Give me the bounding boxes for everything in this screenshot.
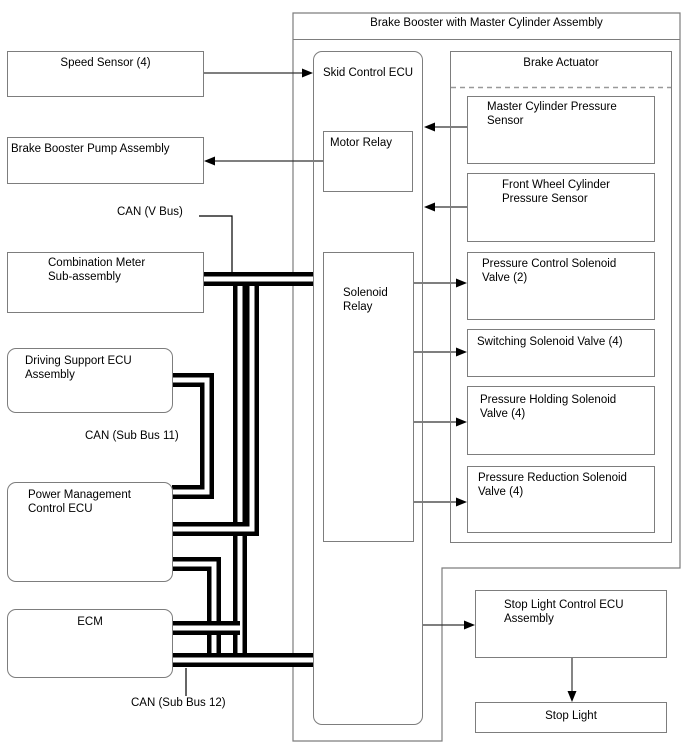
node-label: Assembly [504, 613, 554, 625]
node-label: Pressure Control Solenoid [482, 258, 617, 270]
node-label: Driving Support ECU [25, 355, 132, 367]
node-driving-support-ecu [7, 348, 173, 413]
node-label: ECM [77, 616, 103, 628]
node-label: Front Wheel Cylinder [502, 179, 611, 191]
node-master-cylinder-pressure-sensor [467, 96, 655, 164]
node-pressure-reduction-solenoid-valve [467, 466, 655, 533]
node-label: Relay [343, 301, 373, 313]
node-pressure-control-solenoid-valve [467, 252, 655, 320]
node-speed-sensor [7, 51, 204, 97]
node-label: Combination Meter [48, 257, 146, 269]
node-label: Speed Sensor (4) [60, 57, 151, 69]
node-label: Stop Light Control ECU [504, 599, 624, 611]
assembly-title: Brake Booster with Master Cylinder Assembly [370, 17, 603, 29]
node-label: Sub-assembly [48, 271, 121, 283]
node-label: Switching Solenoid Valve (4) [477, 336, 623, 348]
node-ecm [7, 609, 173, 678]
node-label: Pressure Holding Solenoid [480, 394, 617, 406]
bus-label-can-sub-bus-12: CAN (Sub Bus 12) [131, 697, 226, 709]
node-motor-relay [323, 131, 413, 192]
node-label: Power Management [28, 489, 131, 501]
node-label: Skid Control ECU [322, 67, 414, 79]
node-label: Valve (4) [480, 408, 526, 420]
node-label: Solenoid [343, 287, 388, 299]
node-label: Motor Relay [330, 137, 392, 149]
node-front-wheel-cylinder-pressure-sensor [467, 173, 655, 242]
bus-label-can-v-bus: CAN (V Bus) [117, 206, 183, 218]
node-label: Valve (4) [478, 486, 524, 498]
group-label: Brake Actuator [523, 57, 599, 69]
node-label: Sensor [487, 115, 524, 127]
node-label: Assembly [25, 369, 75, 381]
node-stop-light-control-ecu [475, 590, 667, 658]
node-stop-light [475, 702, 667, 733]
node-label: Control ECU [28, 503, 93, 515]
node-label: Valve (2) [482, 272, 528, 284]
node-power-management-ecu [7, 482, 173, 582]
node-solenoid-relay [323, 252, 414, 542]
node-label: Pressure Reduction Solenoid [478, 472, 627, 484]
node-label: Brake Booster Pump Assembly [11, 143, 170, 155]
node-pressure-holding-solenoid-valve [467, 386, 655, 455]
node-label: Master Cylinder Pressure [487, 101, 617, 113]
node-brake-booster-pump [7, 137, 204, 184]
node-combination-meter [7, 252, 204, 313]
node-label: Stop Light [545, 710, 597, 722]
node-label: Pressure Sensor [502, 193, 588, 205]
bus-label-can-sub-bus-11: CAN (Sub Bus 11) [85, 430, 179, 442]
node-switching-solenoid-valve [467, 329, 655, 377]
can-bus-lines [172, 272, 313, 660]
